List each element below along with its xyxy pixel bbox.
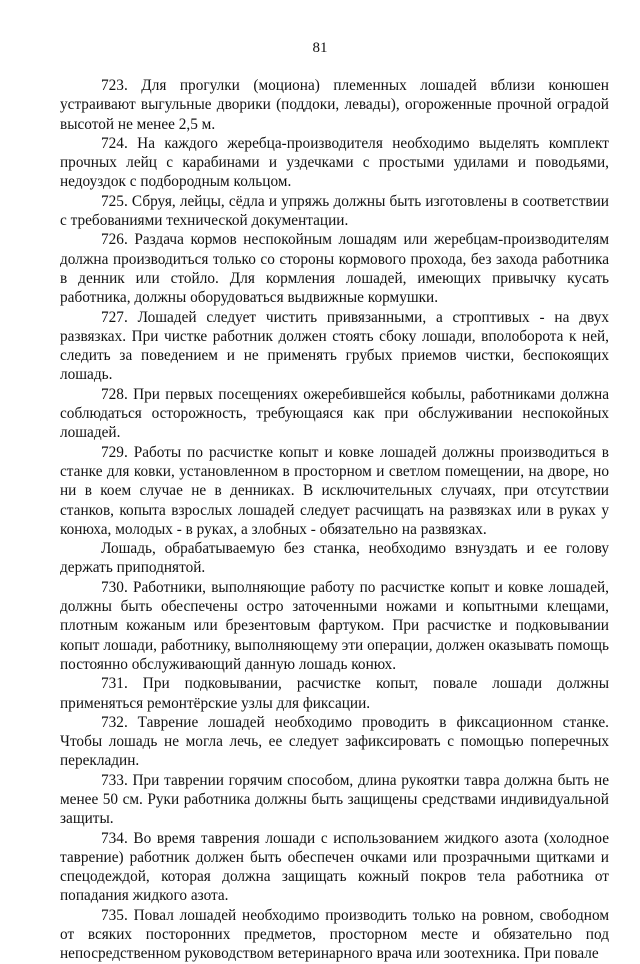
paragraph-730: 730. Работники, выполняющие работу по расчистке копыт и ковке лошадей, должны быть обеспечены остро заточенными ножами и копытными клещами, плотным кожаным или брезентовым фартуком. При расчистке и подковывании копыт лошади, работнику, выполняющему эти операции, должен оказывать помощь постоянно обслуживающий данную лошадь конюх. <box>60 578 609 673</box>
paragraph-733: 733. При таврении горячим способом, длина рукоятки тавра должна быть не менее 50 см. Руки работника должны быть защищены средствами индивидуальной защиты. <box>60 771 609 828</box>
paragraph-724: 724. На каждого жеребца-производителя необходимо выделять комплект прочных лейц с карабинами и уздечками с простыми удилами и поводьями, недоуздок с подбородным кольцом. <box>60 134 609 191</box>
page-number: 81 <box>312 40 328 56</box>
paragraph-735: 735. Повал лошадей необходимо производить только на ровном, свободном от всяких посторонних предметов, просторном месте и обязательно под непосредственном руководством ветеринарного врача или зоотехника. При повале <box>60 906 609 963</box>
paragraph-729-continued: Лошадь, обрабатываемую без станка, необходимо взнуздать и ее голову держать приподнятой. <box>60 540 609 577</box>
paragraph-723: 723. Для прогулки (моциона) племенных лошадей вблизи конюшен устраивают выгульные дворики (поддоки, левады), огороженные прочной оградой высотой не менее 2,5 м. <box>60 77 609 133</box>
paragraph-727: 727. Лошадей следует чистить привязанными, а строптивых - на двух развязках. При чистке работник должен стоять сбоку лошади, вполоборота к ней, следить за поведением и не применять грубых приемов чистки, беспокоящих лошадь. <box>60 308 609 384</box>
paragraph-725: 725. Сбруя, лейцы, сёдла и упряжь должны быть изготовлены в соответствии с требованиями технической документации. <box>60 192 609 230</box>
paragraph-726: 726. Раздача кормов неспокойным лошадям или жеребцам-производителям должна производиться только со стороны кормового прохода, без захода работника в денник или стойло. Для кормления лошадей, имеющих привычку кусать работника, должны оборудоваться выдвижные кормушки. <box>60 231 609 307</box>
paragraph-729: 729. Работы по расчистке копыт и ковке лошадей должны производиться в станке для ковки, установленном в просторном и светлом помещении, на дворе, но ни в коем случае не в денниках. В исключительных случаях, при отсутствии станков, копыта взрослых лошадей следует расчищать на развязках или в руках у конюха, молодых - в руках, а злобных - обязательно на развязках. <box>60 443 609 538</box>
paragraph-728: 728. При первых посещениях ожеребившейся кобылы, работниками должна соблюдаться осторожность, требующаяся как при обслуживании неспокойных лошадей. <box>60 385 609 442</box>
paragraph-732: 732. Таврение лошадей необходимо проводить в фиксационном станке. Чтобы лошадь не могла лечь, ее следует зафиксировать с помощью поперечных перекладин. <box>60 713 609 770</box>
paragraph-731: 731. При подковывании, расчистке копыт, повале лошади должны применяться ремонтёрские узлы для фиксации. <box>60 675 609 712</box>
document-body <box>60 76 609 964</box>
paragraph-734: 734. Во время таврения лошади с использованием жидкого азота (холодное таврение) работник должен быть обеспечен очками или прозрачными щитками и спецодеждой, которая должна защищать кожный покров тела работника от попадания жидкого азота. <box>60 829 609 905</box>
